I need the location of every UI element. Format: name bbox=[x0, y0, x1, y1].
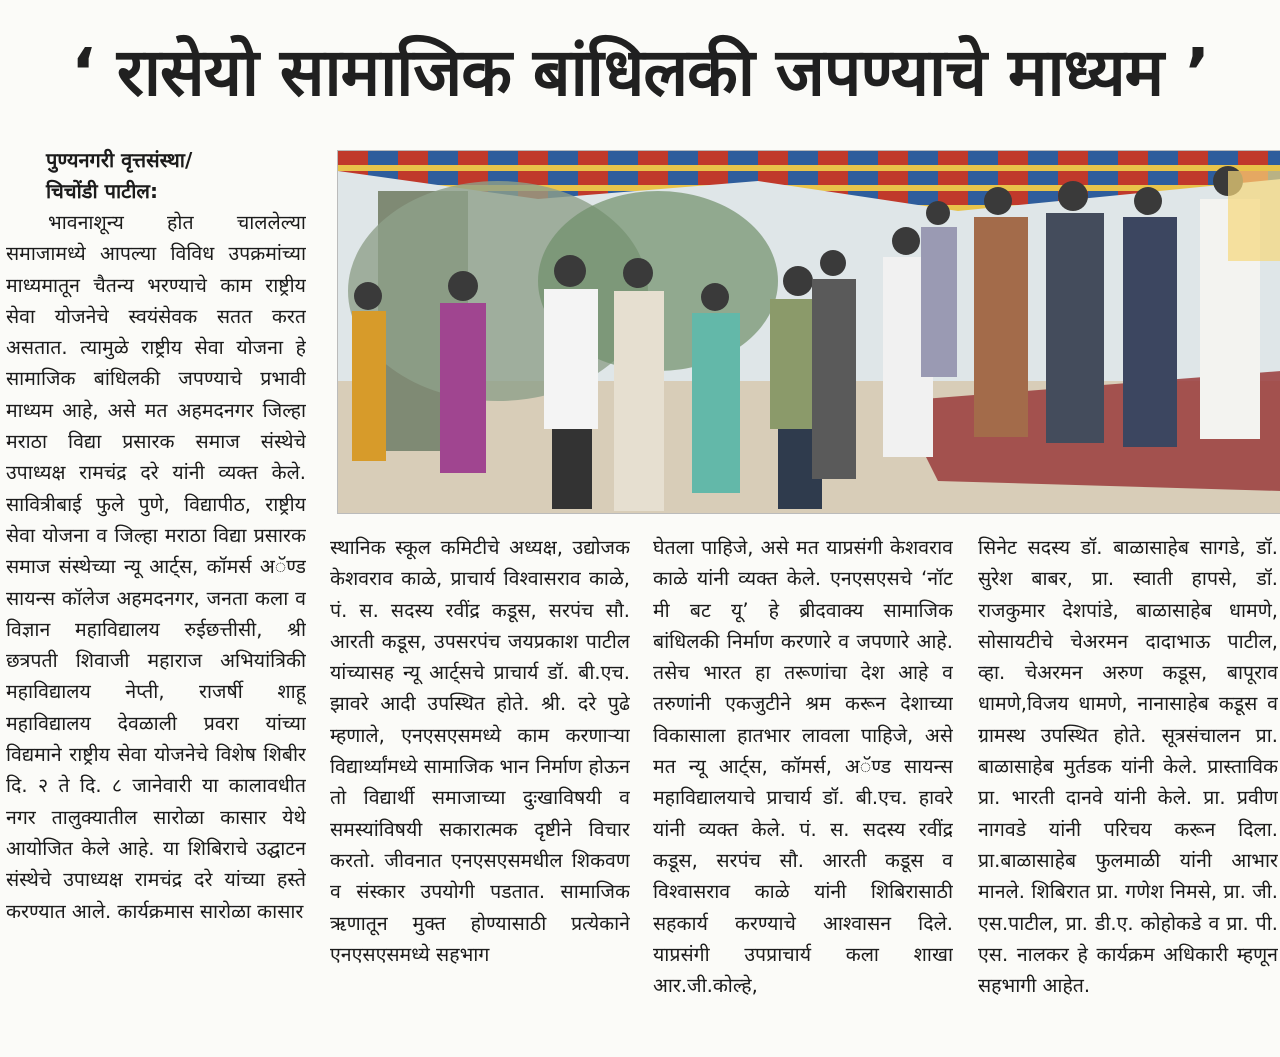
article-column-3 bbox=[653, 532, 953, 1057]
headline: ‘ रासेयो सामाजिक बांधिलकी जपण्याचे माध्यम ’ bbox=[70, 34, 1210, 111]
column-3-text: घेतला पाहिजे, असे मत याप्रसंगी केशवराव काळे यांनी व्यक्त केले. एनएसएसचे ‘नॉट मी बट यू’ हे ब्रीदवाक्य सामाजिक बांधिलकी निर्माण करणारे व जपणारे आहे. तसेच भारत हा तरूणांचा देश आहे व तरुणांनी एकजुटीने श्रम करून देशाच्या विकासाला हातभार लावला पाहिजे, असे मत न्यू आर्ट्स, कॉमर्स, अॅण्ड सायन्स महाविद्यालयाचे प्राचार्य डॉ. बी.एच. हावरे यांनी व्यक्त केले. पं. स. सदस्य रवींद्र कडूस, सरपंच सौ. आरती कडूस व विश्वासराव काळे यांनी शिबिरासाठी सहकार्य करण्याचे आश्वासन दिले. याप्रसंगी उपप्राचार्य कला शाखा आर.जी.कोल्हे, bbox=[653, 536, 953, 998]
column-4-text: सिनेट सदस्य डॉ. बाळासाहेब सागडे, डॉ. सुरेश बाबर, प्रा. स्वाती हापसे, डॉ. राजकुमार देशपांडे, बाळासाहेब धामणे, सोसायटीचे चेअरमन दादाभाऊ पाटील, व्हा. चेअरमन अरुण कडूस, बापूराव धामणे,विजय धामणे, नानासाहेब कडूस व ग्रामस्थ उपस्थित होते. सूत्रसंचालन प्रा. बाळासाहेब मुर्तडक यांनी केले. प्रास्ताविक प्रा. भारती दानवे यांनी केले. प्रा. प्रवीण नागवडे यांनी परिचय करून दिला. प्रा.बाळासाहेब फुलमाळी यांनी आभार मानले. शिबिरात प्रा. गणेश निमसे, प्रा. जी. एस.पाटील, प्रा. डी.ए. कोहोकडे व प्रा. पी. एस. नालकर हे कार्यक्रम अधिकारी म्हणून सहभागी आहेत. bbox=[978, 536, 1278, 998]
byline-location: चिचोंडी पाटील: bbox=[46, 179, 158, 203]
byline bbox=[18, 145, 318, 207]
article-column-1 bbox=[6, 207, 306, 1052]
byline-agency: पुण्यनगरी वृत्तसंस्था/ bbox=[46, 148, 193, 172]
event-photo bbox=[337, 150, 1280, 514]
column-1-text: भावनाशून्य होत चाललेल्या समाजामध्ये आपल्या विविध उपक्रमांच्या माध्यमातून चैतन्य भरण्याचे काम राष्ट्रीय सेवा योजनेचे स्वयंसेवक सतत करत असतात. त्यामुळे राष्ट्रीय सेवा योजना हे सामाजिक बांधिलकी जपण्याचे प्रभावी माध्यम आहे, असे मत अहमदनगर जिल्हा मराठा विद्या प्रसारक समाज संस्थेचे उपाध्यक्ष रामचंद्र दरे यांनी व्यक्त केले. सावित्रीबाई फुले पुणे, विद्यापीठ, राष्ट्रीय सेवा योजना व जिल्हा मराठा विद्या प्रसारक समाज संस्थेच्या न्यू आर्ट्स, कॉमर्स अॅण्ड सायन्स कॉलेज अहमदनगर, जनता कला व विज्ञान महाविद्यालय रुईछत्तीसी, श्री छत्रपती शिवाजी महाराज अभियांत्रिकी महाविद्यालय नेप्ती, राजर्षी शाहू महाविद्यालय देवळाली प्रवरा यांच्या विद्यमाने राष्ट्रीय सेवा योजनेचे विशेष शिबीर दि. २ ते दि. ८ जानेवारी या कालावधीत नगर तालुक्यातील सारोळा कासार येथे आयोजित केले आहे. या शिबिराचे उद्घाटन संस्थेचे उपाध्यक्ष रामचंद्र दरे यांच्या हस्ते करण्यात आले. कार्यक्रमास सारोळा कासार bbox=[6, 211, 306, 923]
column-2-text: स्थानिक स्कूल कमिटीचे अध्यक्ष, उद्योजक केशवराव काळे, प्राचार्य विश्वासराव काळे, पं. स. सदस्य रवींद्र कडूस, सरपंच सौ. आरती कडूस, उपसरपंच जयप्रकाश पाटील यांच्यासह न्यू आर्ट्सचे प्राचार्य डॉ. बी.एच. झावरे आदी उपस्थित होते. श्री. दरे पुढे म्हणाले, एनएसएसमध्ये काम करणाऱ्या विद्यार्थ्यांमध्ये सामाजिक भान निर्माण होऊन तो विद्यार्थी समाजाच्या दुःखाविषयी व समस्यांविषयी सकारात्मक दृष्टीने विचार करतो. जीवनात एनएसएसमधील शिकवण व संस्कार उपयोगी पडतात. सामाजिक ऋणातून मुक्त होण्यासाठी प्रत्येकाने एनएसएसमध्ये सहभाग bbox=[330, 536, 630, 966]
article-column-4 bbox=[978, 532, 1278, 1057]
article-column-2 bbox=[330, 532, 630, 1057]
event-photo-illustration bbox=[338, 151, 1280, 513]
